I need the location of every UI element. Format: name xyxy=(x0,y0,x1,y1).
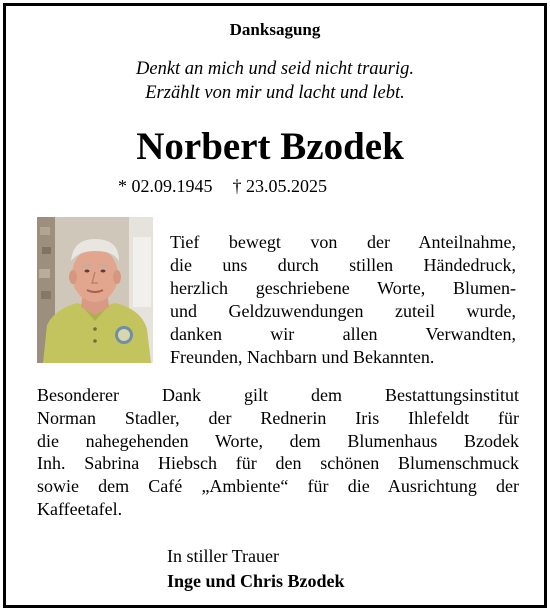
motto-line: Denkt an mich und seid nicht traurig. xyxy=(136,59,414,79)
deceased-name: Norbert Bzodek xyxy=(136,125,404,168)
birth-date: * 02.09.1945 xyxy=(118,176,213,196)
portrait-photo xyxy=(37,217,153,363)
closing-line: In stiller Trauer xyxy=(167,546,279,566)
life-dates xyxy=(118,175,418,197)
text-line: und Geldzuwendungen zuteil wurde, xyxy=(170,301,516,321)
thanks-paragraph xyxy=(170,231,516,369)
text-line: Norman Stadler, der Rednerin Iris Ihlefeldt für xyxy=(37,407,519,428)
text-line: danken wir allen Verwandten, xyxy=(170,324,516,344)
text-line: herzlich geschriebene Worte, Blumen- xyxy=(170,278,516,298)
text-line: Tief bewegt von der Anteilnahme, xyxy=(170,232,516,252)
notice-heading: Danksagung xyxy=(229,20,321,39)
text-line: die nahegehenden Worte, dem Blumenhaus Bzodek xyxy=(37,430,519,451)
text-line: Kaffeetafel. xyxy=(37,498,123,519)
motto xyxy=(0,57,550,105)
death-date: † 23.05.2025 xyxy=(232,176,327,196)
motto-line: Erzählt von mir und lacht und lebt. xyxy=(145,83,405,103)
signers: Inge und Chris Bzodek xyxy=(167,571,345,591)
text-line: Inh. Sabrina Hiebsch für den schönen Blumenschmuck xyxy=(37,453,519,474)
text-line: sowie dem Café „Ambiente“ für die Ausrichtung der xyxy=(37,476,519,497)
text-line: Freunden, Nachbarn und Bekannten. xyxy=(170,347,435,367)
special-thanks-paragraph xyxy=(37,384,519,521)
text-line: die uns durch stillen Händedruck, xyxy=(170,255,516,275)
text-line: Besonderer Dank gilt dem Bestattungsinstitut xyxy=(37,385,519,405)
